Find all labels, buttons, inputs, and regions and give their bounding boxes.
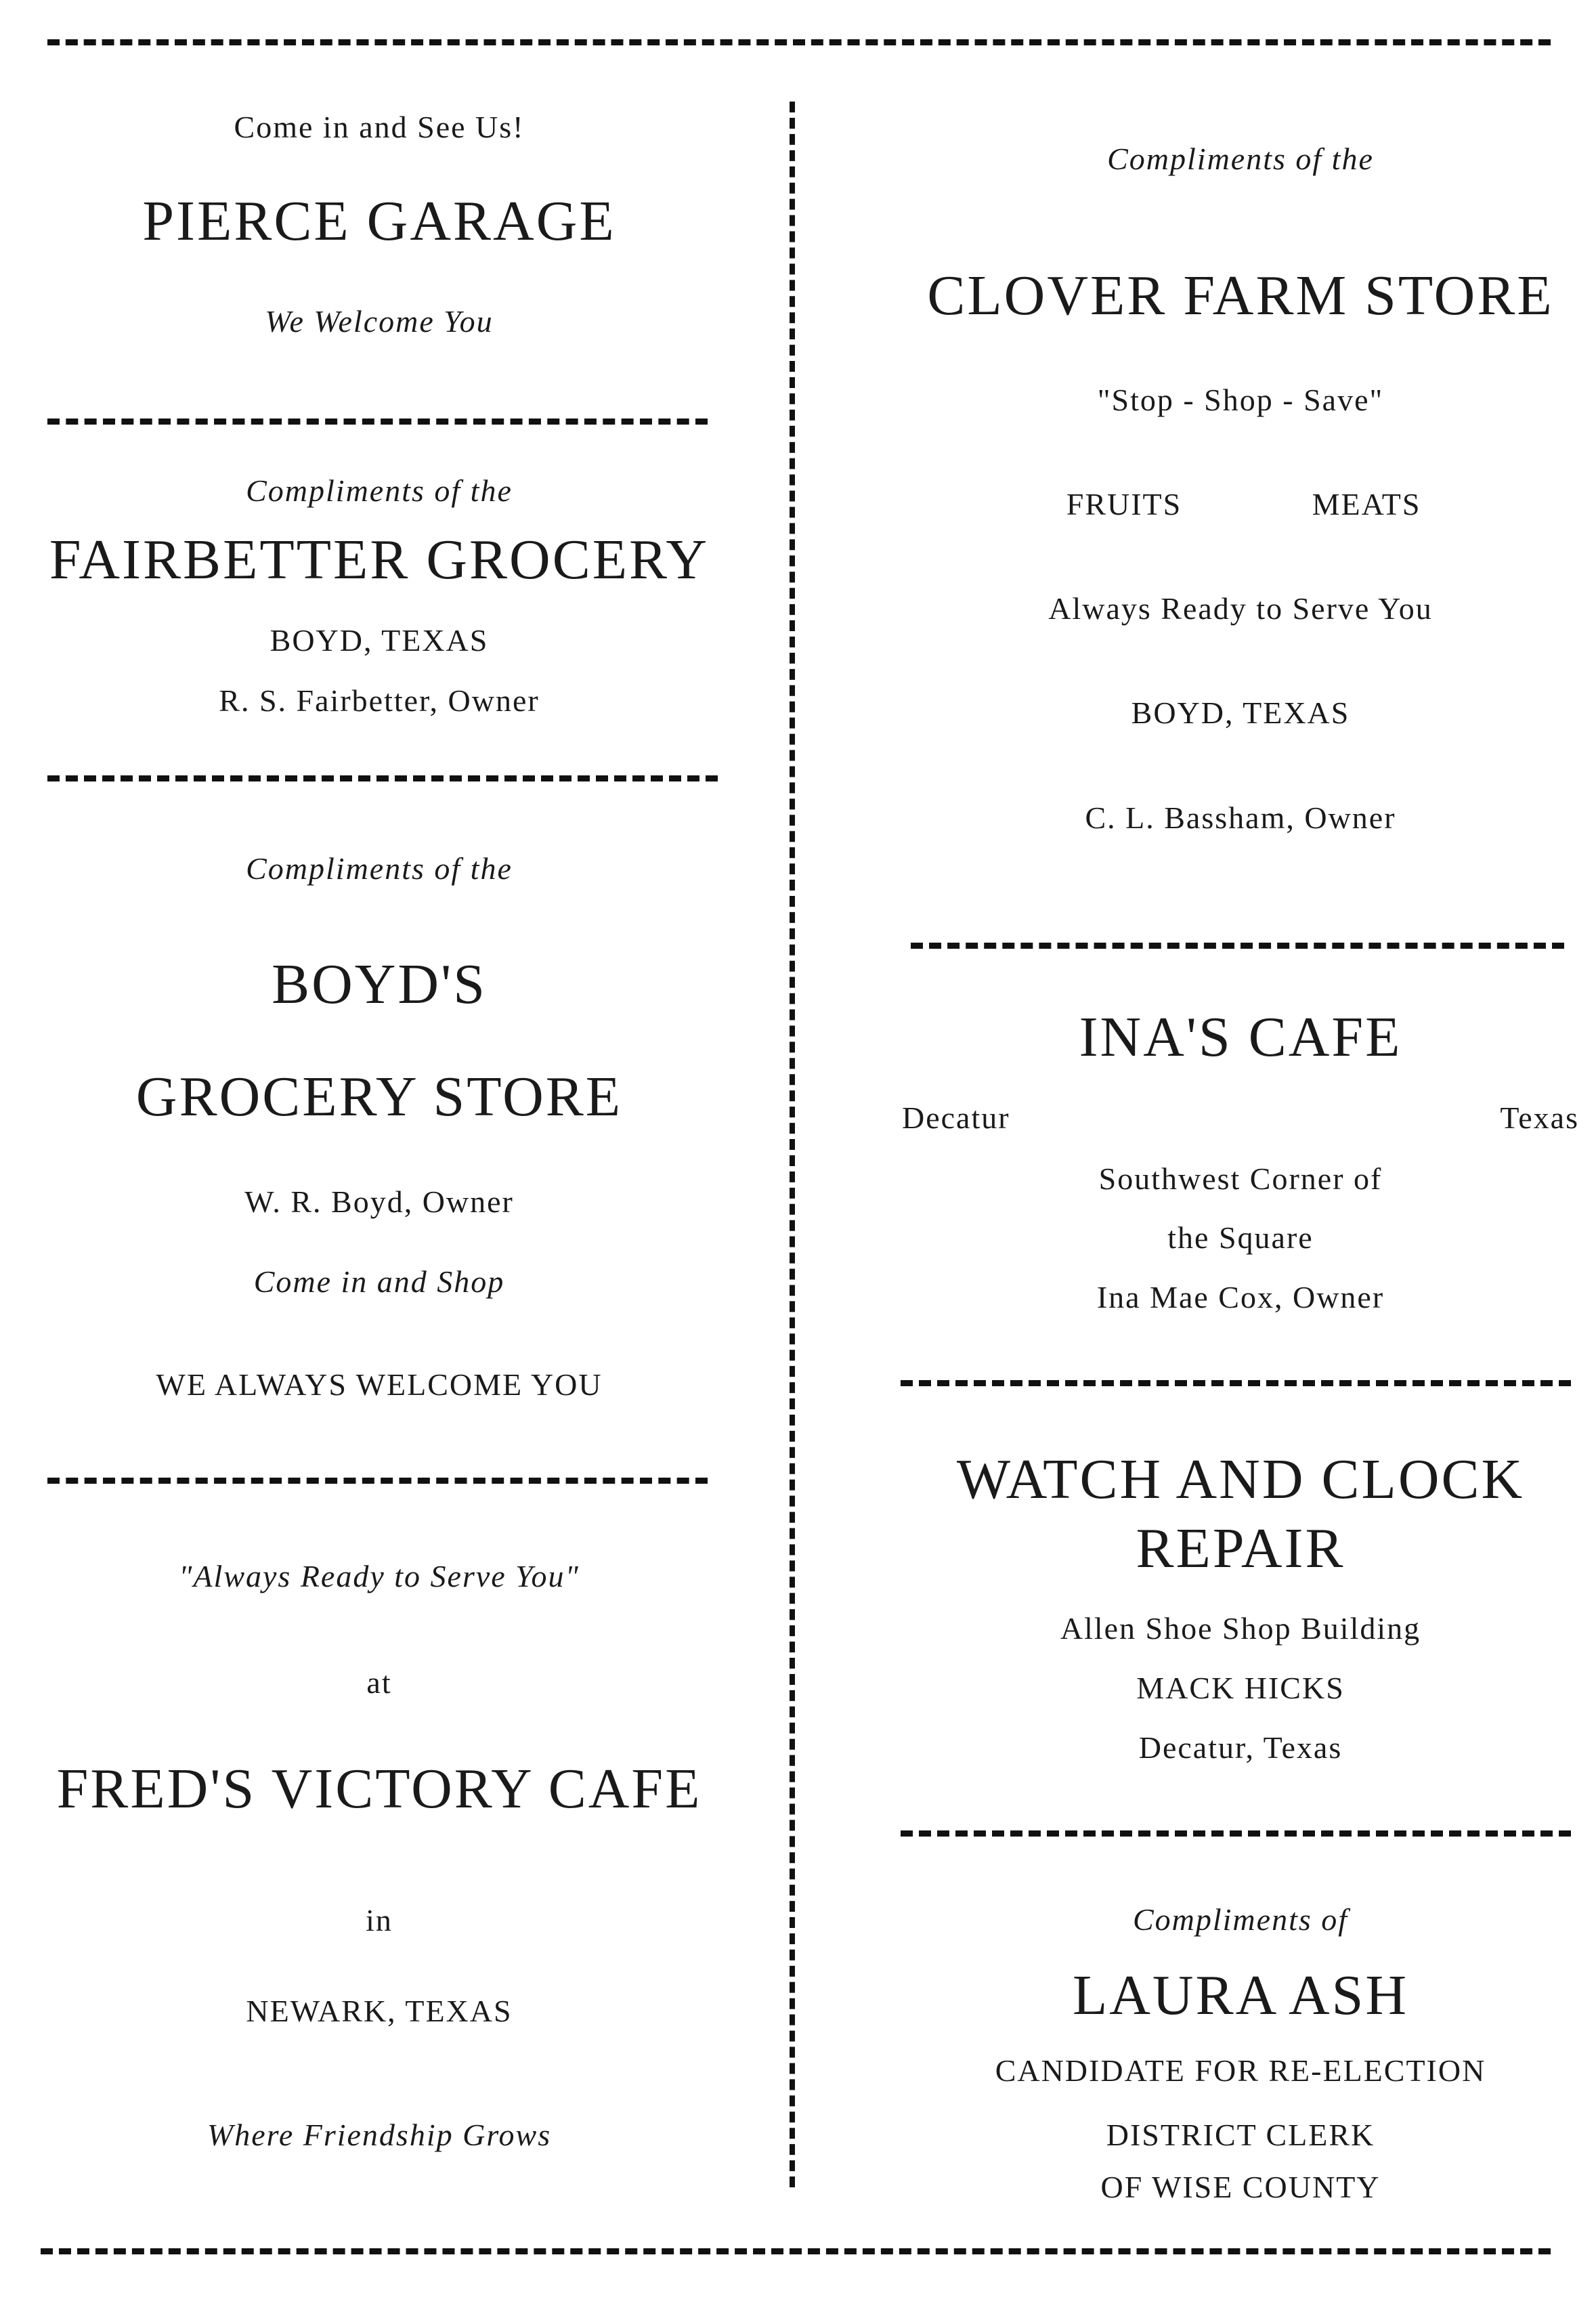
- top-border: [47, 39, 1551, 45]
- fairbetter-intro: Compliments of the: [246, 473, 513, 508]
- fairbetter-name: FAIRBETTER GROCERY: [49, 528, 710, 591]
- freds-tagline: Where Friendship Grows: [207, 2118, 552, 2152]
- watch-location: Decatur, Texas: [1138, 1730, 1343, 1765]
- boyds-slogan: WE ALWAYS WELCOME YOU: [156, 1367, 603, 1402]
- clover-slogan: "Stop - Shop - Save": [1097, 383, 1384, 417]
- ash-line1: CANDIDATE FOR RE-ELECTION: [995, 2053, 1486, 2088]
- inas-address-line2: the Square: [1167, 1220, 1314, 1255]
- freds-at: at: [366, 1665, 392, 1700]
- column-divider: [790, 102, 795, 2187]
- boyds-name-line2: GROCERY STORE: [135, 1065, 623, 1128]
- pierce-name: PIERCE GARAGE: [142, 190, 616, 253]
- watch-name-line2: REPAIR: [1136, 1517, 1345, 1580]
- pierce-tagline: We Welcome You: [265, 304, 494, 339]
- boyds-name-line1: BOYD'S: [272, 953, 487, 1016]
- ash-name: LAURA ASH: [1072, 1964, 1409, 2027]
- watch-building: Allen Shoe Shop Building: [1060, 1611, 1421, 1646]
- inas-name: INA'S CAFE: [1079, 1006, 1402, 1069]
- clover-name: CLOVER FARM STORE: [927, 264, 1554, 327]
- clover-item-fruits: FRUITS: [1066, 487, 1182, 521]
- clover-tagline: Always Ready to Serve You: [1048, 591, 1433, 626]
- ash-line2: DISTRICT CLERK: [1106, 2118, 1375, 2152]
- fairbetter-owner: R. S. Fairbetter, Owner: [219, 683, 540, 718]
- divider-left-1: [47, 419, 708, 425]
- inas-owner: Ina Mae Cox, Owner: [1096, 1280, 1385, 1314]
- watch-proprietor: MACK HICKS: [1136, 1671, 1345, 1705]
- clover-location: BOYD, TEXAS: [1131, 695, 1350, 730]
- freds-location: NEWARK, TEXAS: [246, 1994, 513, 2028]
- boyds-intro: Compliments of the: [246, 851, 513, 886]
- freds-in: in: [366, 1903, 393, 1937]
- fairbetter-location: BOYD, TEXAS: [269, 623, 489, 658]
- clover-owner: C. L. Bassham, Owner: [1085, 800, 1396, 835]
- divider-left-3: [47, 1478, 708, 1484]
- boyds-tagline: Come in and Shop: [253, 1264, 505, 1299]
- freds-slogan: "Always Ready to Serve You": [179, 1559, 580, 1593]
- watch-name-line1: WATCH AND CLOCK: [956, 1448, 1525, 1511]
- divider-right-1: [911, 943, 1564, 949]
- divider-right-3: [901, 1830, 1571, 1837]
- ash-line3: OF WISE COUNTY: [1100, 2170, 1381, 2204]
- inas-state: Texas: [1500, 1100, 1579, 1135]
- boyds-owner: W. R. Boyd, Owner: [244, 1184, 514, 1219]
- freds-name: FRED'S VICTORY CAFE: [56, 1757, 702, 1820]
- ash-intro: Compliments of: [1132, 1902, 1349, 1937]
- inas-address-line1: Southwest Corner of: [1098, 1161, 1383, 1196]
- divider-right-2: [901, 1380, 1571, 1386]
- clover-item-meats: MEATS: [1312, 487, 1421, 521]
- bottom-border: [41, 2248, 1551, 2254]
- clover-intro: Compliments of the: [1107, 142, 1374, 176]
- pierce-intro: Come in and See Us!: [234, 110, 525, 144]
- divider-left-2: [47, 775, 718, 781]
- inas-city: Decatur: [902, 1100, 1010, 1135]
